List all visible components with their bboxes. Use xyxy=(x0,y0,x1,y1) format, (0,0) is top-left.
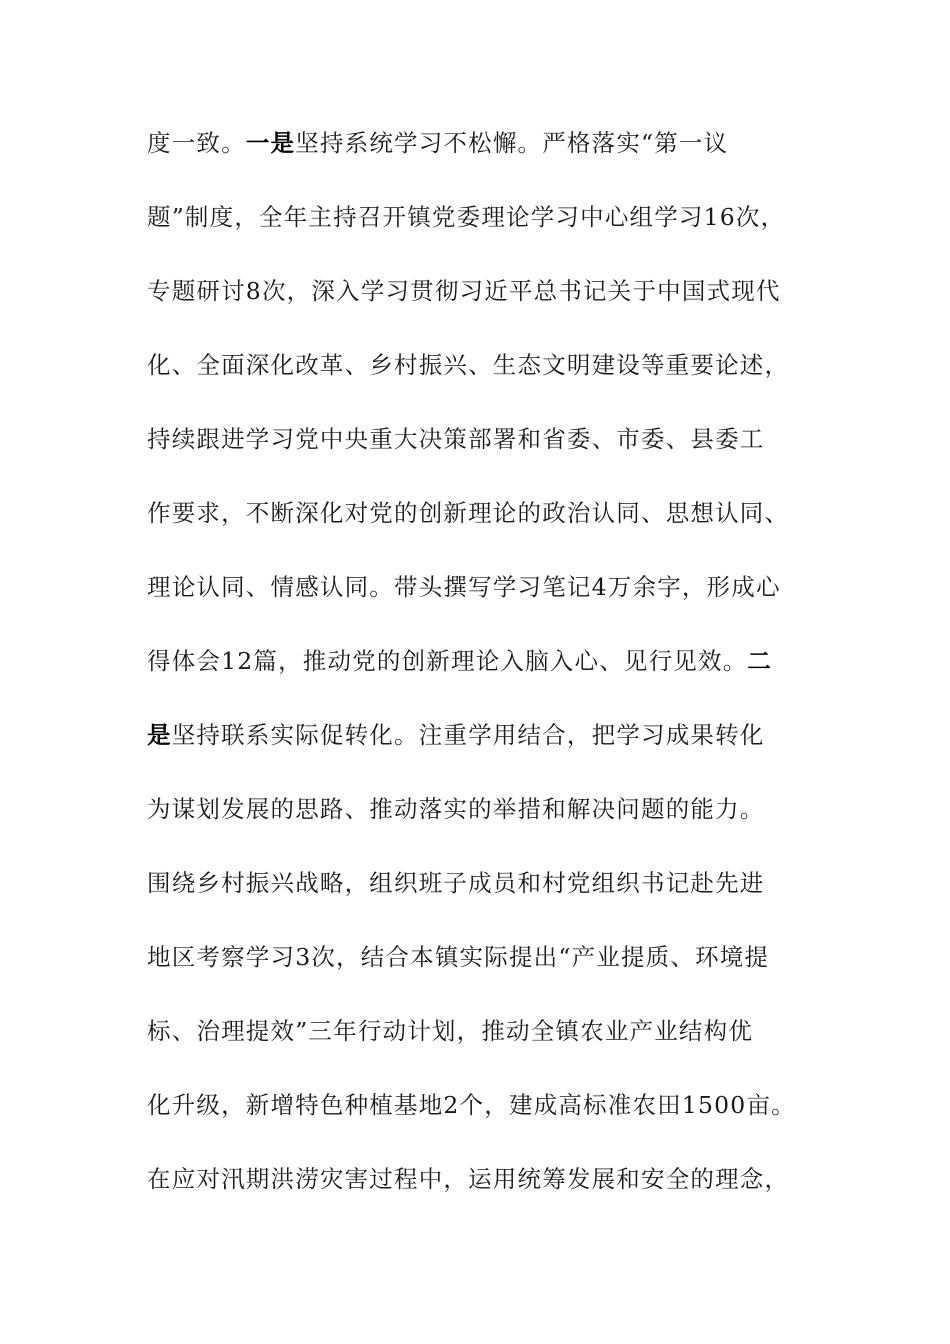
line-text: 坚持系统学习不松懈。严格落实“第一议 xyxy=(295,129,729,157)
text-line xyxy=(147,192,827,266)
text-line xyxy=(147,118,827,192)
text-line xyxy=(147,858,827,932)
text-line xyxy=(147,562,827,636)
line-text: 度一致。 xyxy=(147,129,246,157)
bold-ordinal: 是 xyxy=(147,721,172,749)
line-text: 化升级，新增特色种植基地2个，建成高标准农田1500亩。 xyxy=(147,1091,796,1119)
line-text: 围绕乡村振兴战略，组织班子成员和村党组织书记赴先进 xyxy=(147,869,765,897)
text-line xyxy=(147,488,827,562)
line-text: 作要求，不断深化对党的创新理论的政治认同、思想认同、 xyxy=(147,499,790,527)
line-text: 标、治理提效”三年行动计划，推动全镇农业产业结构优 xyxy=(147,1017,754,1045)
line-text: 专题研讨8次，深入学习贯彻习近平总书记关于中国式现代 xyxy=(147,277,781,305)
line-text: 题”制度，全年主持召开镇党委理论学习中心组学习16次， xyxy=(147,203,786,231)
text-line xyxy=(147,1080,827,1154)
text-line xyxy=(147,710,827,784)
bold-ordinal: 二 xyxy=(747,647,773,675)
line-text: 在应对汛期洪涝灾害过程中，运用统筹发展和安全的理念， xyxy=(147,1165,790,1193)
text-line xyxy=(147,636,827,710)
text-line xyxy=(147,784,827,858)
text-line xyxy=(147,1154,827,1228)
body-text xyxy=(147,118,827,1228)
line-text: 持续跟进学习党中央重大决策部署和省委、市委、县委工 xyxy=(147,425,765,453)
line-text: 为谋划发展的思路、推动落实的举措和解决问题的能力。 xyxy=(147,795,765,823)
text-line xyxy=(147,340,827,414)
bold-ordinal: 一是 xyxy=(245,129,296,157)
text-line xyxy=(147,932,827,1006)
text-line xyxy=(147,266,827,340)
line-text: 化、全面深化改革、乡村振兴、生态文明建设等重要论述， xyxy=(147,351,790,379)
line-text: 地区考察学习3次，结合本镇实际提出“产业提质、环境提 xyxy=(147,943,770,971)
line-text: 坚持联系实际促转化。注重学用结合，把学习成果转化 xyxy=(171,721,765,749)
line-text: 理论认同、情感认同。带头撰写学习笔记4万余字，形成心 xyxy=(147,573,781,601)
line-text: 得体会12篇，推动党的创新理论入脑入心、见行见效。 xyxy=(147,647,748,675)
text-line xyxy=(147,1006,827,1080)
text-line xyxy=(147,414,827,488)
